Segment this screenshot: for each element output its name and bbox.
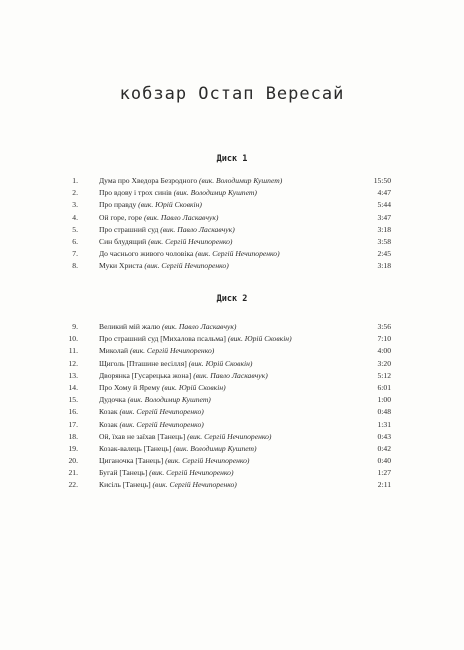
track-number: 6.	[72, 236, 78, 246]
track-performer: (вик. Сергій Нечипоренко)	[152, 480, 237, 490]
track-title: Кисіль [Танець] (вик. Сергій Нечипоренко)	[99, 480, 237, 490]
track-performer: (вик. Павло Ласкавчук)	[160, 224, 235, 234]
track-duration: 2:45	[377, 249, 391, 259]
track-duration: 3:58	[377, 236, 391, 246]
track-performer: (вик. Сергій Нечипоренко)	[148, 236, 233, 246]
track-duration: 1:31	[377, 419, 391, 429]
track-duration: 0:42	[377, 443, 391, 453]
track-title: Миколай (вик. Сергій Нечипоренко)	[99, 346, 215, 356]
track-duration: 0:43	[377, 431, 391, 441]
track-duration: 6:01	[377, 382, 391, 392]
track-row	[0, 199, 464, 211]
track-duration: 1:27	[377, 468, 391, 478]
track-duration: 5:44	[377, 200, 391, 210]
track-performer: (вик. Володимир Кушпет)	[173, 443, 257, 453]
track-title: Дудочка (вик. Володимир Кушпет)	[99, 395, 211, 405]
track-duration: 3:18	[377, 224, 391, 234]
track-title: Ой, їхав не заїхав [Танець] (вик. Сергій Нечипоренко)	[99, 431, 272, 441]
track-title: Про страшний суд [Михалова псальма] (вик. Юрій Сковкін)	[99, 334, 292, 344]
track-row	[0, 248, 464, 260]
disc-1-tracklist	[0, 175, 464, 273]
disc-2-heading: Диск 2	[216, 294, 248, 304]
track-performer: (вик. Павло Ласкавчук)	[161, 322, 237, 331]
track-row	[0, 187, 464, 199]
track-number: 3.	[72, 200, 78, 210]
track-number: 7.	[72, 249, 78, 259]
track-row	[0, 212, 464, 224]
track-performer: (вик. Павло Ласкавчук)	[193, 370, 268, 380]
track-performer: (вик. Юрій Сковкін)	[188, 358, 253, 368]
track-duration: 0:40	[377, 456, 391, 466]
track-duration: 4:47	[377, 188, 391, 198]
track-performer: (вик. Володимир Кушпет)	[127, 395, 211, 405]
track-title: Ой горе, горе (вик. Павло Ласкавчук)	[99, 212, 219, 222]
track-performer: (вик. Юрій Сковкін)	[227, 334, 292, 344]
track-title: Циганочка [Танець] (вик. Сергій Нечипоренко)	[99, 456, 250, 466]
track-row	[0, 321, 464, 333]
track-duration: 4:00	[377, 346, 391, 356]
track-title: Муки Христа (вик. Сергій Нечипоренко)	[99, 261, 229, 271]
track-number: 21.	[68, 468, 78, 478]
track-performer: (вик. Юрій Сковкін)	[138, 200, 202, 210]
track-row	[0, 333, 464, 345]
track-number: 15.	[68, 395, 78, 405]
track-number: 10.	[68, 334, 78, 344]
track-performer: (вик. Сергій Нечипоренко)	[129, 346, 215, 356]
track-row	[0, 260, 464, 272]
track-title: Щиголь [Пташине весілля] (вик. Юрій Сковкін)	[99, 358, 253, 368]
track-row	[0, 224, 464, 236]
track-title: Про правду (вик. Юрій Сковкін)	[99, 200, 202, 210]
track-row	[0, 443, 464, 455]
track-row	[0, 394, 464, 406]
track-performer: (вик. Сергій Нечипоренко)	[144, 261, 229, 271]
track-duration: 0:48	[377, 407, 391, 417]
track-performer: (вик. Сергій Нечипоренко)	[149, 468, 234, 478]
track-number: 13.	[68, 370, 78, 380]
track-performer: (вик. Володимир Кушпет)	[199, 176, 283, 185]
track-performer: (вик. Сергій Нечипоренко)	[187, 431, 272, 441]
track-performer: (вик. Сергій Нечипоренко)	[119, 419, 204, 429]
track-row	[0, 236, 464, 248]
track-number: 2.	[72, 188, 78, 198]
track-number: 22.	[68, 480, 78, 490]
track-duration: 5:12	[377, 370, 391, 380]
track-title: Дума про Хведора Безродного (вик. Володимир Кушпет)	[99, 176, 283, 185]
track-title: Син блудящий (вик. Сергій Нечипоренко)	[99, 236, 233, 246]
track-number: 14.	[68, 382, 78, 392]
track-performer: (вик. Сергій Нечипоренко)	[165, 456, 250, 466]
track-title: Про страшний суд (вик. Павло Ласкавчук)	[99, 224, 235, 234]
track-duration: 2:11	[377, 480, 391, 490]
track-number: 9.	[72, 322, 78, 331]
track-title: Козак (вик. Сергій Нечипоренко)	[99, 407, 204, 417]
track-number: 12.	[68, 358, 78, 368]
track-row	[0, 431, 464, 443]
track-duration: 3:18	[377, 261, 391, 271]
track-row	[0, 370, 464, 382]
disc-1-heading: Диск 1	[216, 154, 248, 164]
track-row	[0, 345, 464, 357]
disc-2-tracklist	[0, 321, 464, 492]
track-title: Про вдову і трох синів (вик. Володимир Кушпет)	[99, 188, 257, 198]
track-number: 1.	[72, 176, 78, 185]
track-duration: 3:20	[377, 358, 391, 368]
track-row	[0, 406, 464, 418]
track-title: Великий мій жалю (вик. Павло Ласкавчук)	[99, 322, 237, 331]
track-duration: 7:10	[377, 334, 391, 344]
track-number: 19.	[68, 443, 78, 453]
track-number: 18.	[68, 431, 78, 441]
track-title: Козак-валець [Танець] (вик. Володимир Кушпет)	[99, 443, 257, 453]
track-duration: 15:50	[373, 176, 391, 185]
track-number: 4.	[72, 212, 78, 222]
track-duration: 3:47	[377, 212, 391, 222]
track-number: 17.	[68, 419, 78, 429]
track-row	[0, 479, 464, 491]
track-title: Про Хому й Ярему (вик. Юрій Сковкін)	[99, 382, 226, 392]
track-performer: (вик. Володимир Кушпет)	[173, 188, 257, 198]
track-performer: (вик. Сергій Нечипоренко)	[195, 249, 280, 259]
track-performer: (вик. Павло Ласкавчук)	[143, 212, 219, 222]
track-performer: (вик. Юрій Сковкін)	[161, 382, 226, 392]
track-duration: 3:56	[377, 322, 391, 331]
track-number: 8.	[72, 261, 78, 271]
track-duration: 1:00	[377, 395, 391, 405]
track-number: 11.	[68, 346, 78, 356]
track-number: 20.	[68, 456, 78, 466]
track-title: До часнього живого чоловіка (вик. Сергій Нечипоренко)	[99, 249, 280, 259]
track-row	[0, 382, 464, 394]
track-title: Дворянка [Гусарецька жона] (вик. Павло Ласкавчук)	[99, 370, 268, 380]
album-title: кобзар Остап Вересай	[119, 84, 345, 104]
track-row	[0, 419, 464, 431]
track-row	[0, 467, 464, 479]
track-number: 16.	[68, 407, 78, 417]
track-row	[0, 175, 464, 187]
track-number: 5.	[72, 224, 78, 234]
track-performer: (вик. Сергій Нечипоренко)	[119, 407, 204, 417]
track-title: Бугай [Танець] (вик. Сергій Нечипоренко)	[99, 468, 234, 478]
track-row	[0, 358, 464, 370]
track-title: Козак (вик. Сергій Нечипоренко)	[99, 419, 204, 429]
track-row	[0, 455, 464, 467]
